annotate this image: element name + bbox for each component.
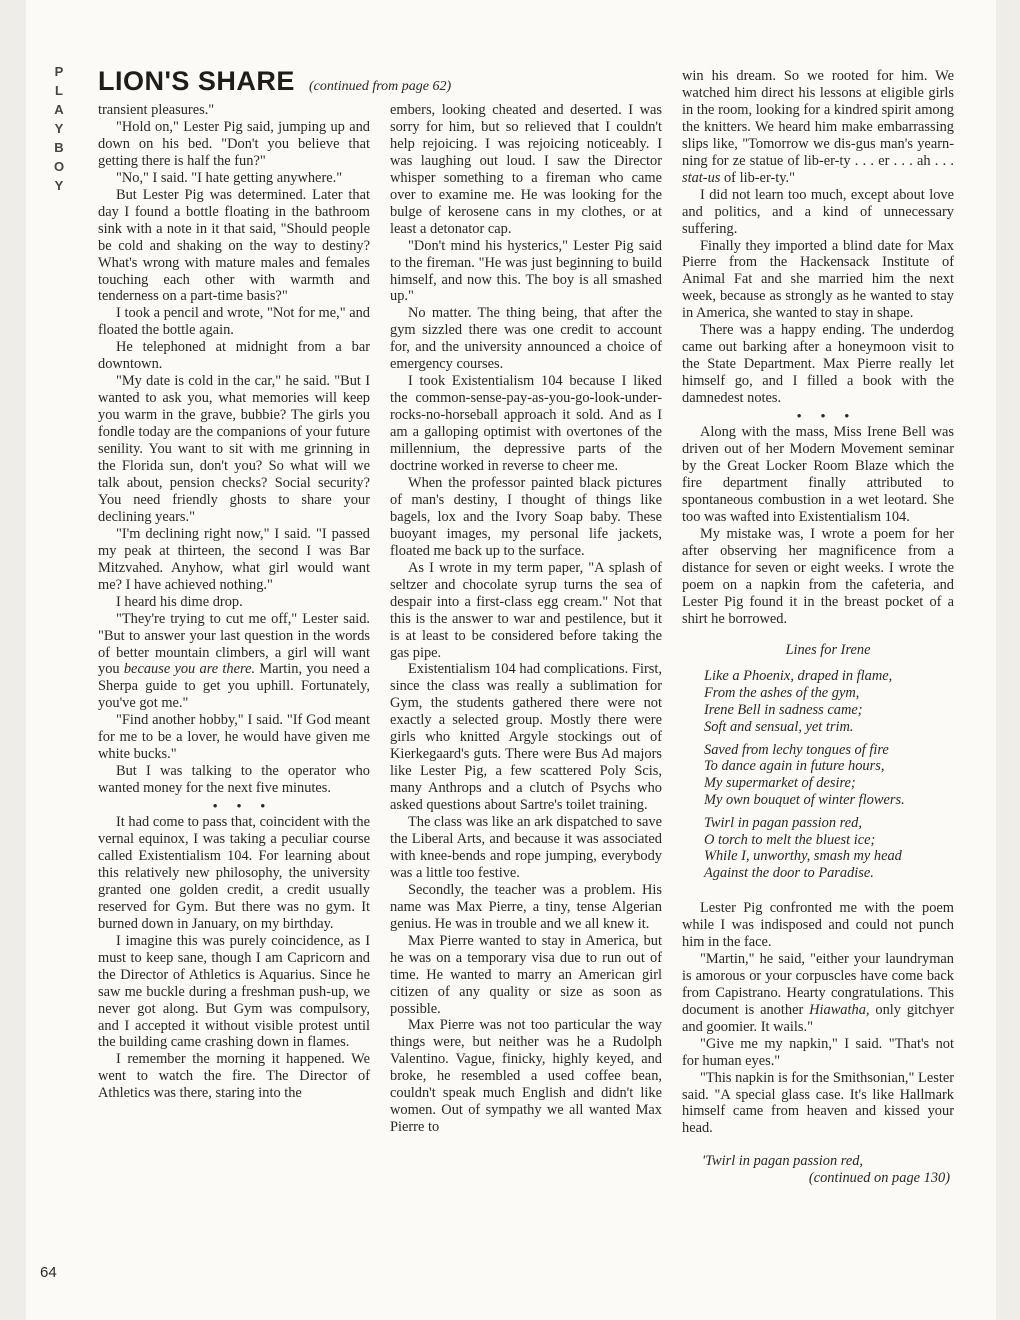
text-run: of lib-er-ty." (720, 169, 795, 186)
spine-letter: A (54, 102, 64, 117)
paragraph: Max Pierre was not too particular the way things were, but neither was he a Rudolph Valentino. Vague, finicky, highly keyed, and broke, he resembled a used coffee bean, couldn't speak much English and didn't like women. Out of sympathy we all wanted Max Pierre to (390, 1017, 662, 1136)
paragraph: Along with the mass, Miss Irene Bell was driven out of her Modern Movement seminar by the Great Locker Room Blaze which the fire department finally attributed to spontaneous combustion in a wet leotard. She too was wafted into Existentialism 104. (682, 424, 954, 525)
spine-letter: B (54, 140, 64, 155)
paragraph: "Find another hobby," I said. "If God meant for me to be a lover, he would have given me white bucks." (98, 712, 370, 763)
paragraph: There was a happy ending. The underdog came out barking after a honeymoon visit to the State Department. Max Pierre really let himself go, and I filled a book with the damnedest notes. (682, 322, 954, 407)
paragraph (682, 68, 954, 187)
paragraph: Lester Pig confronted me with the poem while I was indisposed and could not punch him in the face. (682, 900, 954, 950)
paragraph (682, 951, 954, 1036)
poem-line: My own bouquet of winter flowers. (704, 792, 905, 809)
paragraph: It had come to pass that, coincident with the vernal equinox, I was taking a peculiar course called Existentialism 104. For learning about this relatively new philosophy, the university granted one golden credit, a credit usually reserved for Gym. But there was no gym. It burned down in January, on my birthday. (98, 814, 370, 932)
paragraph: "I'm declining right now," I said. "I passed my peak at thirteen, the second I was Bar Mitzvahed. Anyhow, what girl would want me? I have achieved nothing." (98, 525, 370, 593)
article-title: LION'S SHARE (98, 66, 295, 96)
paragraph: I did not learn too much, except about love and politics, and a kind of unnecessary suffering. (682, 186, 954, 237)
spine-letter: L (55, 83, 63, 98)
text-run: "Martin," he said, "either your laundryman is amorous or your corpuscles have come back from Capistrano. Hearty congratulations. This document is another (682, 950, 954, 1018)
paragraph: "Give me my napkin," I said. "That's not for human eyes." (682, 1035, 954, 1069)
text-column-1 (98, 102, 370, 1102)
paragraph: When the professor painted black pictures of man's destiny, I thought of things like bagels, lox and the Ivory Soap baby. These buoyant images, my personal life jackets, floated me back up to the surface. (390, 474, 662, 559)
paragraph: Existentialism 104 had complications. First, since the class was really a sublimation for Gym, the students gathered there were not exactly a selected group. Mostly there were girls who knitted Argyle stockings out of Kierkegaard's guts. There were Bus Ad majors like Lester Pig, a few scattered Poly Scis, many Anthrops and a clutch of Psychs who asked questions about Sartre's toilet training. (390, 661, 662, 814)
magazine-spine-title (52, 62, 66, 195)
poem-line: Against the door to Paradise. (704, 865, 874, 882)
paragraph: "Hold on," Lester Pig said, jumping up and down on his bed. "Don't you believe that getting there is half the fun?" (98, 118, 370, 169)
paragraph: I imagine this was purely coincidence, as I must to keep sane, though I am Capricorn and the Director of Athletics is Aquarius. Since he saw me buckle during a freshman push-up, we never got along. But Gym was compulsory, and I accepted it without visible protest until the building came crashing down in flames. (98, 932, 370, 1051)
continued-from-note: (continued from page 62) (308, 79, 452, 94)
text-run: win his dream. So we rooted for him. We watched him direct his lessons at eligible girls in the room, looking for a kindred spirit among the knitters. We heard him make embarrassing slips like, "Tomorrow we dis-gus man's yearn-ning for ze statue of lib-er-ty . . . er . . . ah . . . (682, 68, 954, 169)
paragraph: No matter. The thing being, that after the gym sizzled there was one credit to account for, and the university announced a choice of emergency courses. (390, 305, 662, 373)
spine-letter: Y (54, 178, 64, 193)
paragraph: transient pleasures." (98, 102, 215, 118)
paragraph: I remember the morning it happened. We went to watch the fire. The Director of Athletics was there, staring into the (98, 1051, 370, 1102)
poem-line: Irene Bell in sadness came; (704, 702, 863, 719)
section-break: • • • (212, 798, 274, 814)
poem-title: Lines for Irene (785, 641, 871, 658)
paragraph: Secondly, the teacher was a problem. His name was Max Pierre, a tiny, tense Algerian genius. He was in trouble and we all knew it. (390, 881, 662, 932)
poem-line: Like a Phoenix, draped in flame, (704, 668, 893, 685)
poem-line: From the ashes of the gym, (704, 685, 860, 702)
text-column-2 (390, 102, 662, 1136)
paragraph: I heard his dime drop. (116, 593, 243, 610)
text-run: only gitchyer and goomier. It wails." (682, 1001, 954, 1035)
paragraph: "Don't mind his hysterics," Lester Pig said to the fireman. "He was just beginning to build himself, and now this. The boy is all smashed up." (390, 237, 662, 305)
section-break: • • • (796, 408, 858, 424)
poem-stanza (704, 742, 954, 809)
paragraph: "This napkin is for the Smithsonian," Lester said. "A special glass case. It's like Hallmark himself came from heaven and kissed your head. (682, 1069, 954, 1137)
paragraph: But I was talking to the operator who wanted money for the next five minutes. (98, 763, 370, 797)
poem-line: Saved from lechy tongues of fire (704, 741, 889, 758)
text-column-3 (682, 68, 954, 1187)
quoted-poem-line: 'Twirl in pagan passion red, (702, 1153, 863, 1170)
poem-stanza (704, 815, 954, 882)
paragraph: Finally they imported a blind date for Max Pierre from the Hackensack Institute of Animal Fat and she married him the next week, because as strongly as he wanted to stay in America, she wanted to stay in shape. (682, 237, 954, 322)
emphasis-text: Hiawatha, (809, 1001, 870, 1018)
paragraph: I took Existentialism 104 because I liked the common-sense-pay-as-you-go-look-under-rocks-no-horseball approach it sold. And as I am a galloping optimist with overtones of the millennium, the depressive parts of the doctrine worked in reverse to cheer me. (390, 373, 662, 475)
spine-letter: P (54, 64, 64, 79)
paragraph: "No," I said. "I hate getting anywhere." (116, 169, 343, 186)
paragraph: "My date is cold in the car," he said. "But I wanted to ask you, what memories will keep you warm in the grave, bubbie? The girls you fondle today are the companions of your future senility. You want to sit with me grinning in the Florida sun, don't you? So what will we talk about, pension checks? Social security? You need friendly ghosts to share your declining years." (98, 373, 370, 525)
paragraph: But Lester Pig was determined. Later that day I found a bottle floating in the bathroom sink with a note in it that said, "Should people be cold and shaking on the way to destiny? What's wrong with mature males and females touching each other with warmth and tenderness on a part-time basis?" (98, 186, 370, 305)
paragraph: As I wrote in my term paper, "A splash of seltzer and chocolate syrup turns the sea of despair into a first-class egg cream." Not that this is the answer to war and pestilence, but it is at least to be considered before taking the gas pipe. (390, 559, 662, 661)
paragraph: My mistake was, I wrote a poem for her after observing her magnificence from a distance for seven or eight weeks. I wrote the poem on a napkin from the cafeteria, and Lester Pig found it in the breast pocket of a shirt he borrowed. (682, 525, 954, 627)
paragraph: He telephoned at midnight from a bar downtown. (98, 339, 370, 373)
poem-stanza (704, 668, 954, 735)
paragraph: embers, looking cheated and deserted. I was sorry for him, but so relieved that I couldn't help rejoicing. I was rejoicing noticeably. I was laughing out loud. I saw the Director whisper something to a fireman who came over to examine me. He was looking for the bulge of kerosene cans in my clothes, or at least a detonator cap. (390, 102, 662, 237)
text-run: "They're trying to cut me off," Lester said. "But to answer your last question in the words of better mountain climbers, a girl will want you (98, 610, 370, 678)
poem-line: My supermarket of desire; (704, 775, 856, 792)
poem-line: While I, unworthy, smash my head (704, 848, 902, 865)
emphasis-text: because you are there. (123, 661, 256, 678)
continued-on-note: (continued on page 130) (808, 1170, 950, 1187)
text-run: Martin, you need a Sherpa guide to get you uphill. Fortunately, you've got me." (98, 661, 371, 712)
article-header (98, 66, 451, 97)
paragraph: I took a pencil and wrote, "Not for me," and floated the bottle again. (98, 305, 370, 339)
poem-line: Twirl in pagan passion red, (704, 814, 862, 831)
poem-line: O torch to melt the bluest ice; (704, 831, 876, 848)
page-number: 64 (40, 1264, 57, 1281)
paragraph: Max Pierre wanted to stay in America, but he was on a temporary visa due to run out of time. He wanted to marry an American girl citizen of any quality or size as soon as possible. (390, 932, 662, 1017)
poem-line: Soft and sensual, yet trim. (704, 718, 854, 735)
emphasis-text: stat-us (682, 169, 721, 186)
spine-letter: Y (54, 121, 64, 136)
spine-letter: O (53, 159, 65, 174)
poem-line: To dance again in future hours, (704, 758, 885, 775)
paragraph (98, 611, 370, 713)
paragraph: The class was like an ark dispatched to save the Liberal Arts, and because it was associated with knee-bends and rope jumping, everybody was a little too festive. (390, 814, 662, 881)
